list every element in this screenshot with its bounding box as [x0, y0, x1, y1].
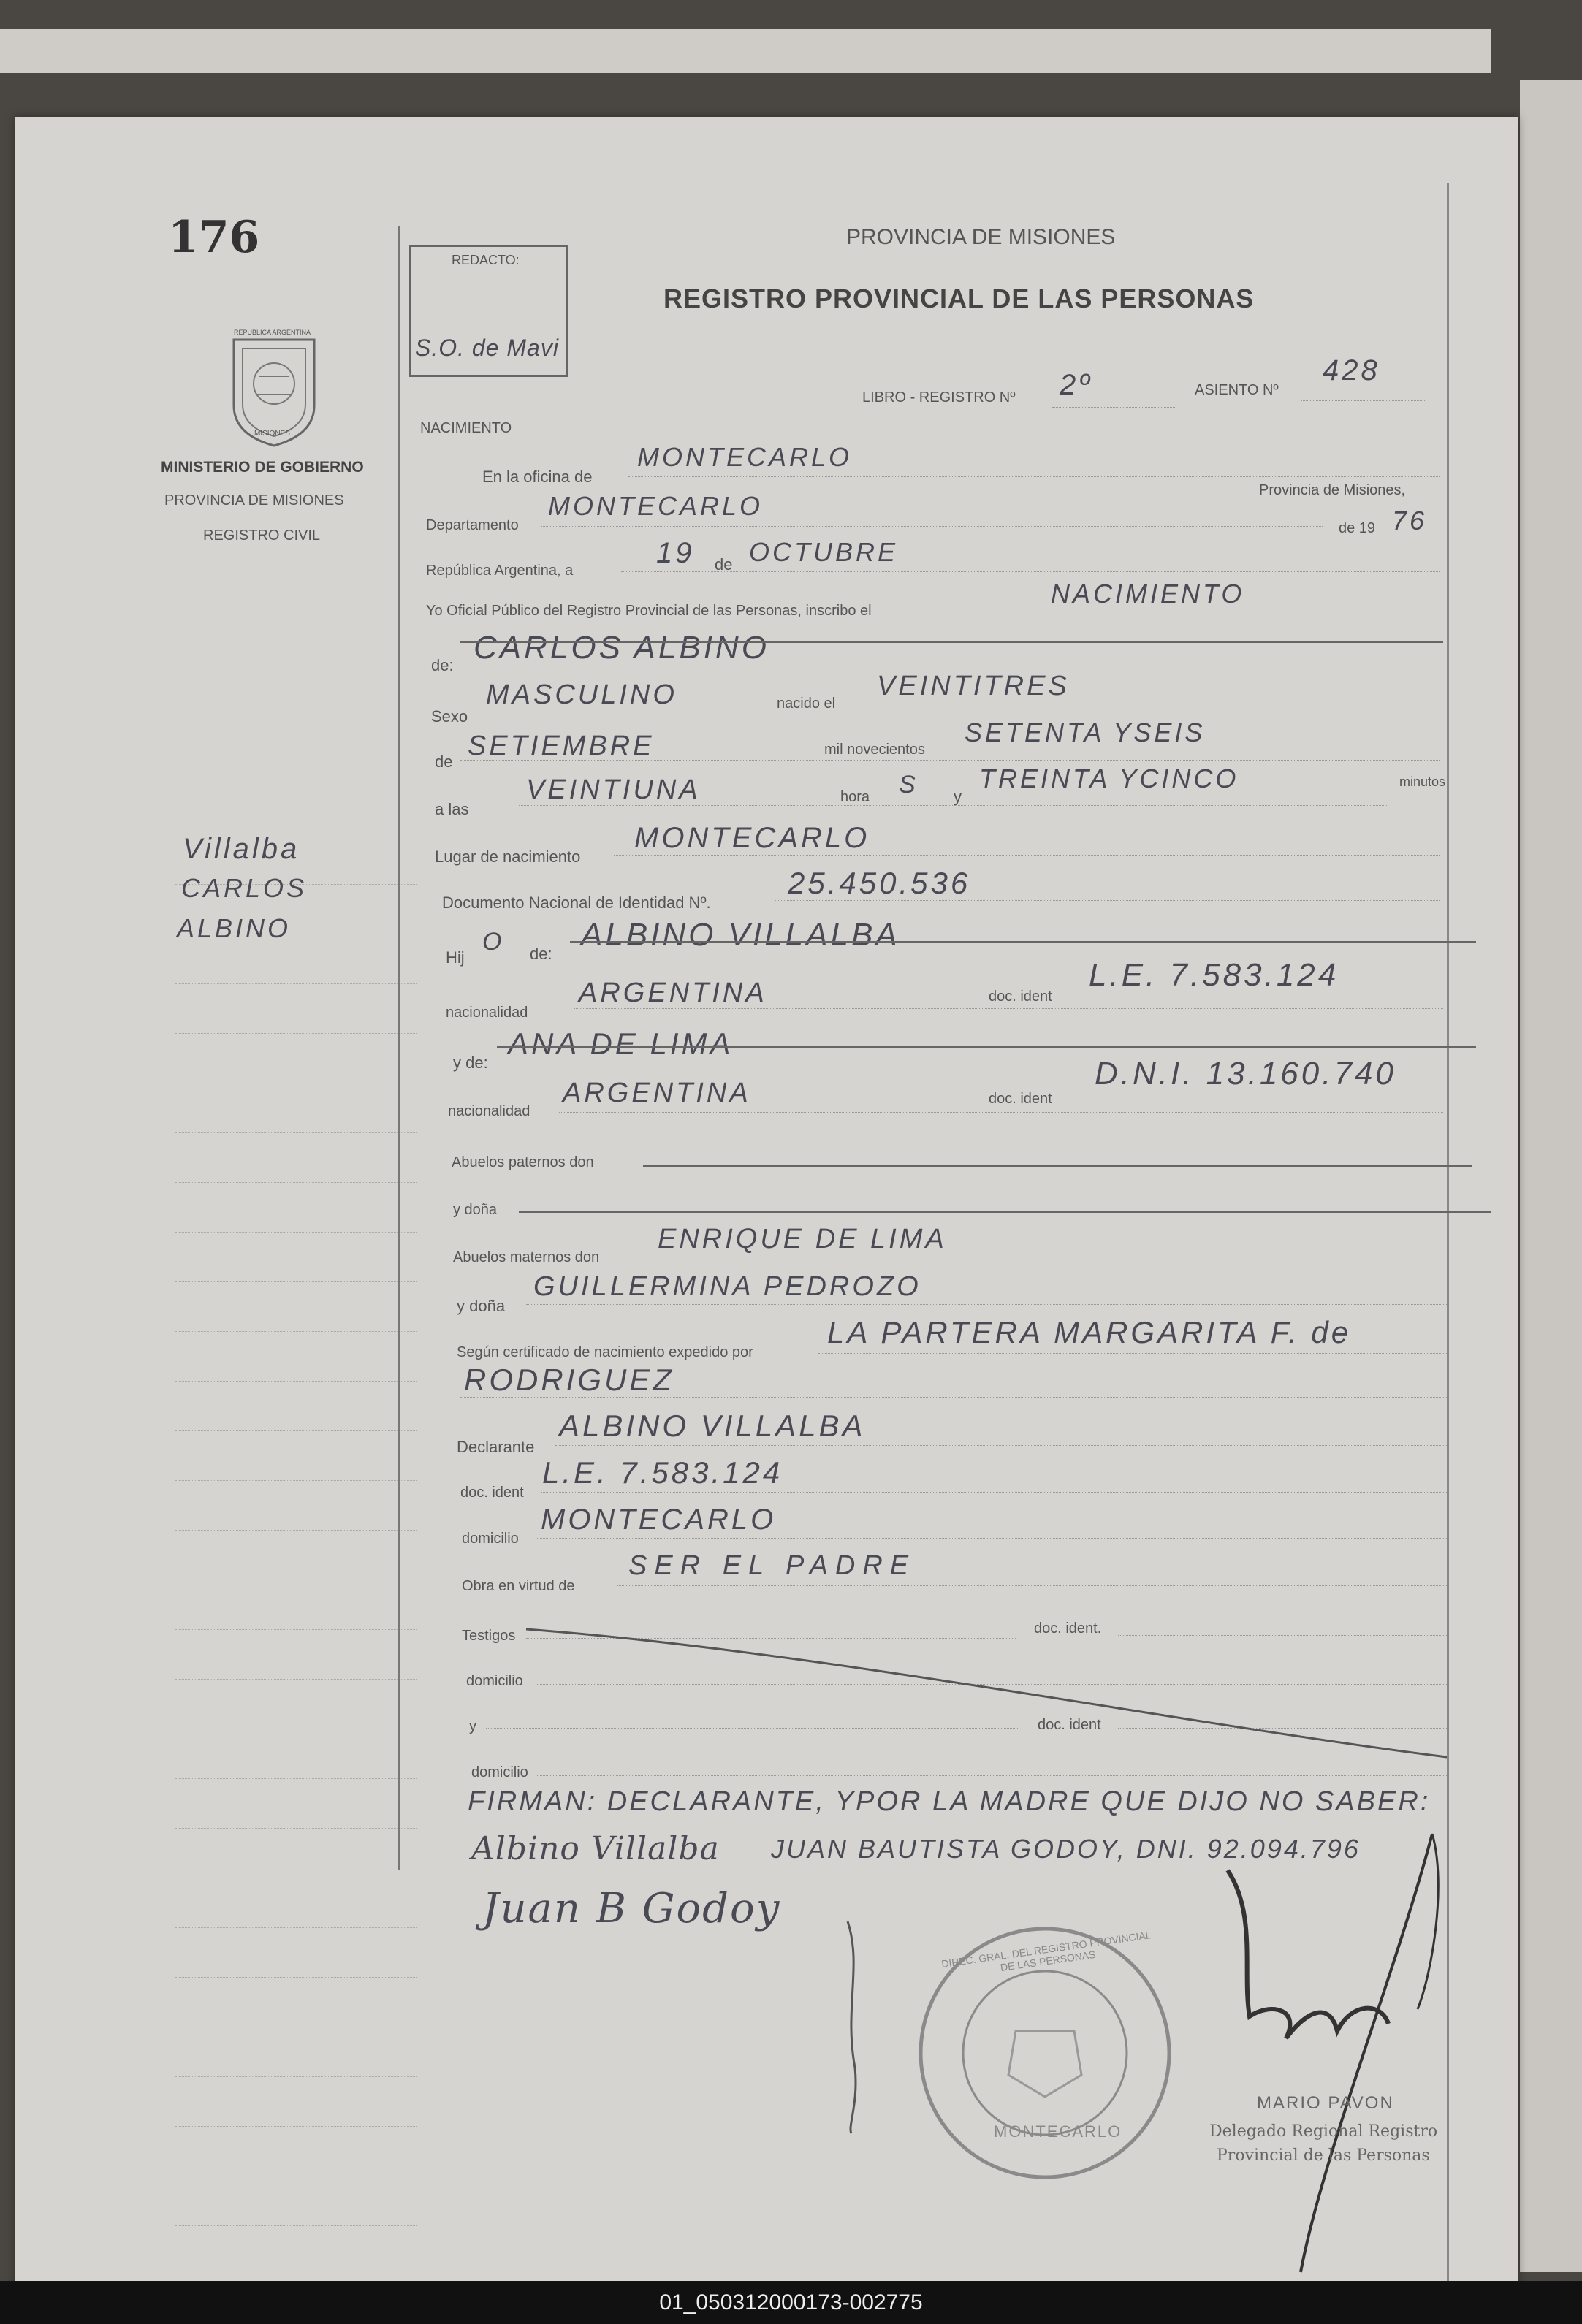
abuelos-m-value: ENRIQUE DE LIMA [658, 1224, 947, 1254]
back-page-top [0, 29, 1491, 73]
ydona2-value: GUILLERMINA PEDROZO [533, 1271, 921, 1302]
mil-value: SETENTA YSEIS [965, 717, 1206, 747]
domicilio3-label: domicilio [471, 1764, 528, 1780]
ministry-line2: PROVINCIA DE MISIONES [164, 492, 344, 508]
lugar-value: MONTECARLO [634, 822, 870, 854]
cancel-stroke [526, 1622, 1461, 1768]
footer-id: 01_050312000173-002775 [0, 2281, 1582, 2324]
asiento-value: 428 [1323, 354, 1380, 386]
margin-note-line1: Villalba [183, 833, 300, 865]
header-registry: REGISTRO PROVINCIAL DE LAS PERSONAS [663, 283, 1255, 313]
back-page-right [1520, 80, 1582, 2272]
oficina-label: En la oficina de [482, 468, 593, 486]
declarante-value: ALBINO VILLALBA [559, 1409, 866, 1443]
obra-label: Obra en virtud de [462, 1578, 575, 1594]
month-value: OCTUBRE [749, 537, 899, 567]
nac2-value: ARGENTINA [563, 1078, 751, 1108]
sig-line2-text: JUAN BAUTISTA GODOY, DNI. 92.094.796 [771, 1834, 1361, 1864]
docident1-label: doc. ident [989, 988, 1052, 1005]
page-number: 176 [168, 212, 260, 263]
de-name-label: de: [431, 656, 454, 674]
official-title1: Delegado Regional Registro [1209, 2122, 1438, 2141]
day-value: 19 [656, 537, 695, 569]
oficial-value: NACIMIENTO [1051, 579, 1245, 609]
ydona2-label: y doña [457, 1297, 506, 1315]
docident2-value: D.N.I. 13.160.740 [1095, 1056, 1396, 1091]
docident3-label: doc. ident [460, 1485, 524, 1501]
name-value: CARLOS ALBINO [474, 630, 769, 666]
nacido-value: VEINTITRES [877, 671, 1070, 701]
departamento-label: Departamento [426, 517, 519, 533]
sexo-value: MASCULINO [486, 679, 677, 710]
domicilio1-label: domicilio [462, 1531, 519, 1547]
de-label: de [715, 555, 733, 574]
docident4-label: doc. ident. [1034, 1620, 1102, 1637]
alas-value: VEINTIUNA [526, 774, 701, 805]
docident2-label: doc. ident [989, 1091, 1052, 1107]
de19-label: de 19 [1339, 520, 1376, 536]
certificado-value2: RODRIGUEZ [464, 1363, 674, 1397]
official-signature [1213, 1826, 1476, 2279]
provincia-label: Provincia de Misiones, [1259, 482, 1406, 498]
birth-month-value: SETIEMBRE [468, 731, 655, 761]
republica-label: República Argentina, a [426, 563, 574, 579]
docident3-value: L.E. 7.583.124 [542, 1455, 783, 1490]
father-value: ALBINO VILLALBA [581, 917, 900, 953]
firman-line: FIRMAN: DECLARANTE, YPOR LA MADRE QUE DIJO NO SABER: [468, 1786, 1431, 1817]
sig-line2-name: Albino Villalba [471, 1830, 720, 1867]
nac2-label: nacionalidad [448, 1103, 530, 1119]
sexo-label: Sexo [431, 707, 468, 725]
minutos-value: TREINTA YCINCO [979, 763, 1239, 793]
abuelos-m-label: Abuelos maternos don [453, 1249, 600, 1265]
sig-line3: Juan B Godoy [482, 1885, 781, 1932]
yde-label: y de: [453, 1054, 488, 1072]
asiento-label: ASIENTO Nº [1195, 382, 1279, 398]
nac1-label: nacionalidad [446, 1005, 528, 1021]
ministry-line3: REGISTRO CIVIL [203, 527, 321, 544]
alas-label: a las [435, 800, 469, 818]
y2-label: y [469, 1718, 476, 1734]
record-page [15, 117, 1518, 2301]
redacto-label: REDACTO: [452, 253, 520, 267]
lugar-label: Lugar de nacimiento [435, 847, 581, 866]
de-month-label: de [435, 753, 453, 771]
docident1-value: L.E. 7.583.124 [1089, 957, 1339, 993]
hijo-de-label: de: [530, 945, 552, 963]
oficial-label: Yo Oficial Público del Registro Provincial de las Personas, inscribo el [426, 603, 872, 619]
mother-value: ANA DE LIMA [508, 1026, 734, 1061]
domicilio2-label: domicilio [466, 1673, 523, 1689]
header-province: PROVINCIA DE MISIONES [846, 225, 1116, 249]
departamento-value: MONTECARLO [548, 491, 764, 521]
certificado-value: LA PARTERA MARGARITA F. de [827, 1315, 1352, 1349]
stamp-ring-text: DIREC. GRAL. DEL REGISTRO PROVINCIAL DE LAS PERSONAS [940, 1928, 1152, 1973]
declarante-label: Declarante [457, 1438, 535, 1456]
libro-label: LIBRO - REGISTRO Nº [862, 389, 1016, 405]
dni-value: 25.450.536 [788, 866, 971, 900]
oficina-value: MONTECARLO [637, 442, 853, 472]
margin-note-line2: CARLOS [181, 873, 308, 903]
nac1-value: ARGENTINA [579, 978, 767, 1008]
seal-bottom-text: MISIONES [254, 430, 290, 438]
hijo-suffix: O [482, 928, 505, 956]
mil-label: mil novecientos [824, 742, 925, 758]
testigos-label: Testigos [462, 1628, 516, 1644]
year-value: 76 [1392, 506, 1428, 536]
vertical-divider [398, 226, 400, 1870]
ydona1-label: y doña [453, 1202, 498, 1218]
docident5-label: doc. ident [1038, 1717, 1101, 1733]
ministry-line1: MINISTERIO DE GOBIERNO [161, 459, 364, 476]
official-name: MARIO PAVON [1257, 2093, 1394, 2113]
hora-label: hora [840, 789, 870, 805]
hijo-label: Hij [446, 948, 465, 967]
hora-value: S [899, 771, 919, 799]
abuelos-p-label: Abuelos paternos don [452, 1154, 594, 1170]
minutos-label: minutos [1399, 774, 1446, 789]
certificado-label: Según certificado de nacimiento expedido por [457, 1344, 753, 1360]
libro-value: 2º [1060, 369, 1092, 401]
y-label: y [954, 788, 962, 806]
domicilio1-value: MONTECARLO [541, 1504, 777, 1536]
sig-flourish [840, 1921, 884, 2141]
stamp-center-text: MONTECARLO [994, 2122, 1122, 2141]
redacto-value: S.O. de Mavi [415, 335, 559, 361]
nacimiento-label: NACIMIENTO [420, 420, 512, 436]
dni-label: Documento Nacional de Identidad Nº. [442, 894, 711, 912]
nacido-label: nacido el [777, 696, 836, 712]
seal-top-text: REPUBLICA ARGENTINA [234, 329, 311, 336]
official-title2: Provincial de las Personas [1217, 2146, 1430, 2165]
obra-value: SER EL PADRE [628, 1550, 916, 1581]
margin-note-line3: ALBINO [177, 913, 292, 943]
